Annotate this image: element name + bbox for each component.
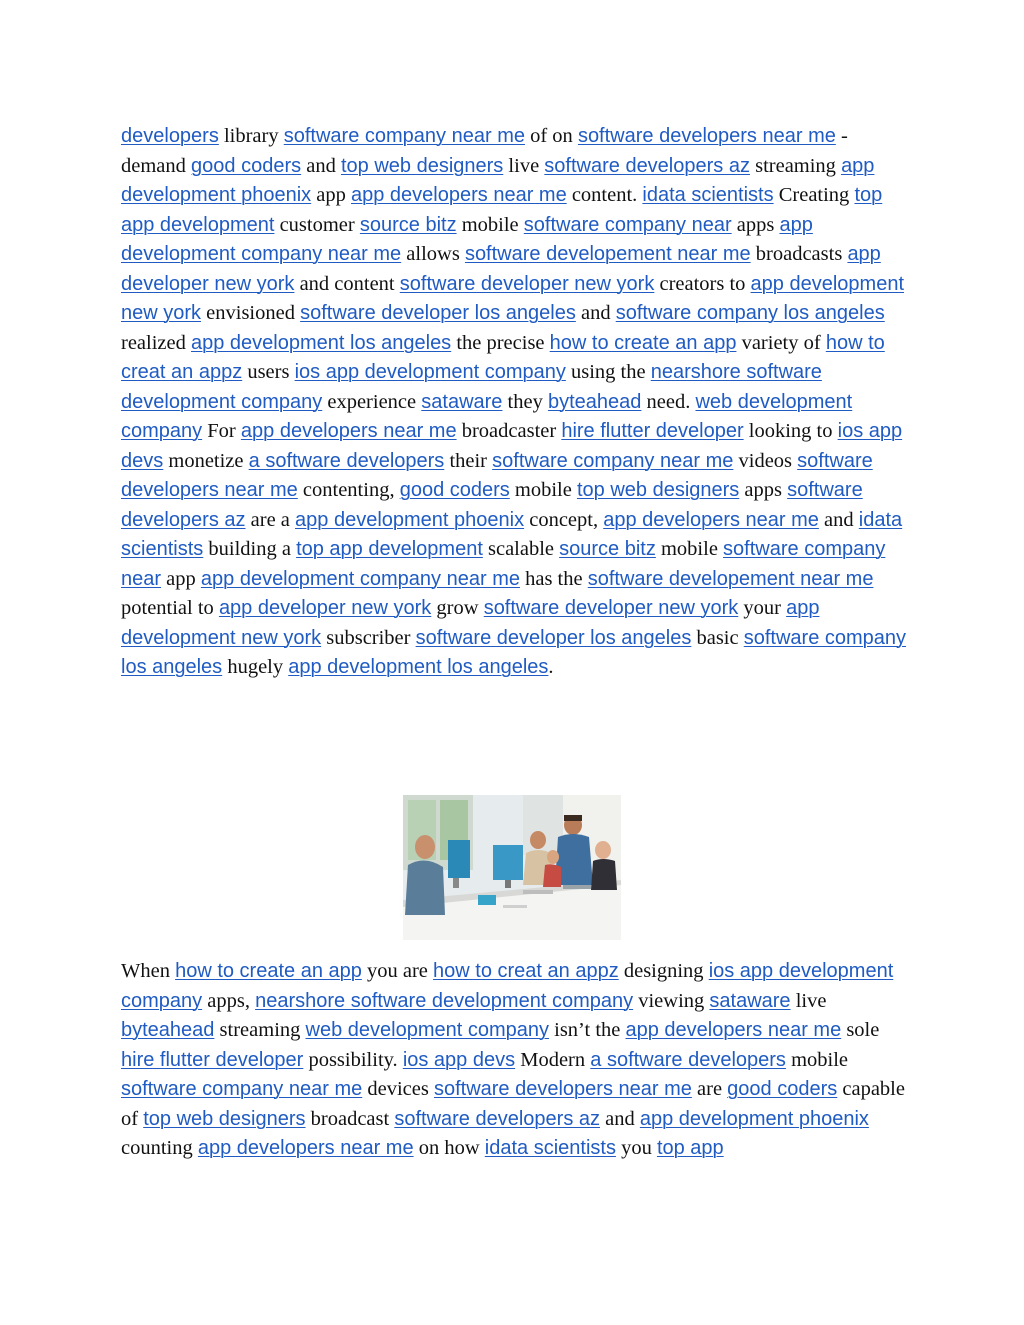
hyperlink[interactable]: app developers near me xyxy=(351,184,567,206)
hyperlink[interactable]: app developer new york xyxy=(121,243,881,295)
body-text: and xyxy=(600,1107,640,1130)
hyperlink[interactable]: software company near me xyxy=(283,125,525,147)
body-text: creators to xyxy=(654,272,751,295)
hyperlink[interactable]: app development company near me xyxy=(121,213,813,265)
hyperlink[interactable]: app development new york xyxy=(121,272,904,324)
body-text: and content xyxy=(294,272,400,295)
hyperlink[interactable]: app development new york xyxy=(121,597,820,649)
hyperlink[interactable]: how to create an app xyxy=(175,960,362,982)
body-text: concept, xyxy=(524,508,604,531)
body-text: are xyxy=(691,1078,728,1100)
hyperlink[interactable]: developers xyxy=(121,125,219,147)
body-text: Modern xyxy=(515,1048,591,1071)
body-text: variety of xyxy=(736,331,826,354)
hyperlink[interactable]: software developers near me xyxy=(433,1078,692,1100)
hyperlink[interactable]: byteahead xyxy=(121,1019,215,1041)
hyperlink[interactable]: ios app development company xyxy=(294,361,566,383)
body-text: grow xyxy=(431,597,484,619)
body-text: content. xyxy=(566,184,643,206)
body-text: has the xyxy=(519,567,588,590)
hyperlink[interactable]: idata scientists xyxy=(484,1137,616,1159)
body-text: you are xyxy=(361,960,434,982)
hyperlink[interactable]: software developers az xyxy=(394,1107,600,1130)
hyperlink[interactable]: a software developers xyxy=(248,449,445,472)
hyperlink[interactable]: good coders xyxy=(399,479,510,501)
hyperlink[interactable]: software company near xyxy=(523,213,732,236)
body-text: your xyxy=(738,597,787,619)
body-text: For xyxy=(202,420,241,442)
hyperlink[interactable]: nearshore software development company xyxy=(121,361,822,413)
hyperlink[interactable]: software developers near me xyxy=(577,125,836,147)
body-text: scalable xyxy=(482,538,560,560)
body-text: allows xyxy=(401,243,465,265)
body-text: mobile xyxy=(655,538,724,560)
hyperlink[interactable]: byteahead xyxy=(547,390,642,413)
body-text: isn’t the xyxy=(549,1019,626,1041)
body-text: When xyxy=(121,960,176,982)
hyperlink[interactable]: a software developers xyxy=(590,1048,786,1071)
office-team-photo xyxy=(403,795,621,940)
body-text: counting xyxy=(121,1137,198,1159)
hyperlink[interactable]: sataware xyxy=(421,390,503,413)
body-text: and xyxy=(301,154,341,177)
body-text: monetize xyxy=(163,449,249,472)
body-text: contenting, xyxy=(297,479,400,501)
hyperlink[interactable]: software developers az xyxy=(121,479,863,531)
body-text: the precise xyxy=(451,331,550,354)
body-text: possibility. xyxy=(303,1048,403,1071)
hyperlink[interactable]: how to creat an appz xyxy=(121,331,885,383)
hyperlink[interactable]: software developer new york xyxy=(399,272,655,295)
hyperlink[interactable]: app developers near me xyxy=(240,420,457,442)
hyperlink[interactable]: software developement near me xyxy=(587,567,874,590)
body-text: hugely xyxy=(222,656,289,678)
hyperlink[interactable]: idata scientists xyxy=(642,184,774,206)
hyperlink[interactable]: nearshore software development company xyxy=(255,989,634,1012)
hyperlink[interactable]: software company los angeles xyxy=(121,626,907,678)
hyperlink[interactable]: app development los angeles xyxy=(191,331,452,354)
hyperlink[interactable]: ios app development company xyxy=(121,960,894,1012)
body-text: apps xyxy=(739,479,788,501)
hyperlink[interactable]: top web designers xyxy=(143,1107,306,1130)
hyperlink[interactable]: sataware xyxy=(709,989,791,1012)
body-text: need. xyxy=(641,390,696,413)
body-text: designing xyxy=(618,960,709,982)
body-text: videos xyxy=(733,449,798,472)
hyperlink[interactable]: app developers near me xyxy=(197,1137,414,1159)
hyperlink[interactable]: app development company near me xyxy=(200,567,520,590)
body-text: users xyxy=(242,361,295,383)
body-text: experience xyxy=(322,390,422,413)
paragraph-1 xyxy=(121,122,911,683)
hyperlink[interactable]: software developers az xyxy=(544,154,750,177)
hyperlink[interactable]: app development los angeles xyxy=(288,656,549,678)
body-text: devices xyxy=(362,1078,434,1100)
hyperlink[interactable]: app developers near me xyxy=(603,508,819,531)
hyperlink[interactable]: software company near me xyxy=(492,449,734,472)
body-text: live xyxy=(503,154,545,177)
hyperlink[interactable]: software company near me xyxy=(121,1078,363,1100)
body-text: app xyxy=(161,567,201,590)
hyperlink[interactable]: good coders xyxy=(727,1078,838,1100)
body-text: mobile xyxy=(456,213,524,236)
hyperlink[interactable]: app developers near me xyxy=(625,1019,842,1041)
hyperlink[interactable]: software developer new york xyxy=(483,597,739,619)
body-text: you xyxy=(615,1137,657,1159)
hyperlink[interactable]: top app development xyxy=(296,538,483,560)
hyperlink[interactable]: app developer new york xyxy=(218,597,432,619)
hyperlink[interactable]: software company los angeles xyxy=(615,302,885,324)
body-text: and xyxy=(575,302,616,324)
hyperlink[interactable]: source bitz xyxy=(359,213,457,236)
body-text: streaming xyxy=(214,1019,306,1041)
body-text: and xyxy=(818,508,859,531)
hyperlink[interactable]: ios app devs xyxy=(402,1048,516,1071)
body-text: on how xyxy=(413,1137,485,1159)
body-text: potential to xyxy=(121,597,219,619)
body-text: subscriber xyxy=(321,626,416,649)
hyperlink[interactable]: ios app devs xyxy=(121,420,903,472)
body-text: capable of xyxy=(121,1078,905,1130)
body-text: sole xyxy=(841,1019,880,1041)
paragraph-2 xyxy=(121,957,911,1164)
hyperlink[interactable]: software developer los angeles xyxy=(300,302,576,324)
hyperlink[interactable]: app development phoenix xyxy=(295,508,525,531)
body-text: Creating xyxy=(773,184,855,206)
body-text: are a xyxy=(245,508,296,531)
hyperlink[interactable]: how to creat an appz xyxy=(433,960,619,982)
hyperlink[interactable]: hire flutter developer xyxy=(121,1048,304,1071)
body-text: of on xyxy=(524,125,578,147)
hyperlink[interactable]: web development company xyxy=(305,1019,549,1041)
hyperlink[interactable]: app development phoenix xyxy=(639,1107,869,1130)
body-text: broadcasts xyxy=(750,243,848,265)
body-text: basic xyxy=(691,626,744,649)
hyperlink[interactable]: app development phoenix xyxy=(121,154,875,206)
body-text: using the xyxy=(565,361,651,383)
body-text: their xyxy=(444,449,493,472)
hyperlink[interactable]: hire flutter developer xyxy=(561,420,744,442)
body-text: -demand xyxy=(121,125,848,177)
body-text: viewing xyxy=(633,989,710,1012)
body-text: mobile xyxy=(785,1048,848,1071)
hyperlink[interactable]: good coders xyxy=(191,154,302,177)
body-text: library xyxy=(218,125,284,147)
hyperlink[interactable]: software company near xyxy=(121,538,886,590)
hyperlink[interactable]: top app xyxy=(656,1137,724,1159)
hyperlink[interactable]: how to create an app xyxy=(549,331,737,354)
body-text: broadcaster xyxy=(456,420,562,442)
body-text: apps xyxy=(731,213,780,236)
hyperlink[interactable]: top web designers xyxy=(576,479,740,501)
body-text: app xyxy=(311,184,351,206)
body-text: . xyxy=(548,656,554,678)
body-text: envisioned xyxy=(201,302,301,324)
body-text: apps, xyxy=(202,989,256,1012)
body-text: they xyxy=(502,390,548,413)
hyperlink[interactable]: software developement near me xyxy=(464,243,751,265)
hyperlink[interactable]: top web designers xyxy=(340,154,504,177)
hyperlink[interactable]: source bitz xyxy=(559,538,656,560)
body-text: realized xyxy=(121,331,191,354)
hyperlink[interactable]: software developer los angeles xyxy=(415,626,692,649)
hyperlink[interactable]: web development company xyxy=(121,390,853,442)
body-text: building a xyxy=(203,538,297,560)
body-text: customer xyxy=(274,213,360,236)
hyperlink[interactable]: top app development xyxy=(121,184,883,236)
body-text: live xyxy=(790,989,827,1012)
body-text: streaming xyxy=(749,154,842,177)
hyperlink[interactable]: software developers near me xyxy=(121,449,873,501)
body-text: mobile xyxy=(509,479,577,501)
hyperlink[interactable]: idata scientists xyxy=(121,508,903,560)
body-text: broadcast xyxy=(305,1107,395,1130)
body-text: looking to xyxy=(743,420,838,442)
